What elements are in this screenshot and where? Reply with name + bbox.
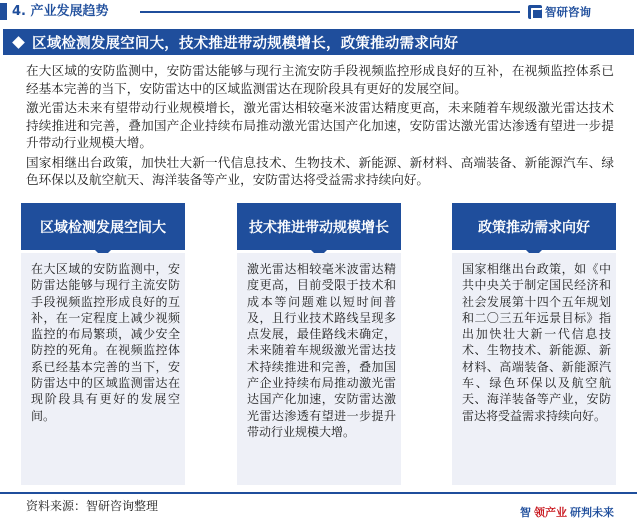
footer-brand [520, 504, 614, 520]
card-text: 激光雷达相较毫米波雷达精度更高，目前受限于技术和成本等问题难以短时间普及，且行业技术路线呈现多点发展，最佳路线未确定，未来随着车规级激光雷达技术持续推进和完善，叠加国产企业持续布局推动激光雷达国产化加速，安防雷达激光雷达渗透有望进一步提升带动行业规模大增。 [247, 262, 396, 439]
card-policy [452, 203, 616, 485]
brand-slogan-a: 领产业 [534, 506, 567, 519]
header-divider [140, 11, 520, 13]
card-text: 在大区域的安防监测中，安防雷达能够与现行主流安防手段视频监控形成良好的互补，在一定程度上减少视频监控的布局繁琐，减少安全防控的死角。在视频监控体系已经基本完善的当下，安防雷达中的区域监测雷达在现阶段具有更好的发展空间。 [31, 262, 180, 423]
headline-banner [3, 29, 634, 55]
intro-paragraph: 激光雷达未来有望带动行业规模增长，激光雷达相较毫米波雷达精度更高，未来随着车规级激光雷达技术持续推进和完善，叠加国产企业持续布局推动激光雷达国产化加速，安防雷达激光雷达渗透有望进一步提升带动行业规模大增。 [26, 100, 614, 150]
source-note: 资料来源：智研咨询整理 [26, 499, 159, 513]
card-regional-detection [21, 203, 185, 485]
card-text: 国家相继出台政策，如《中共中央关于制定国民经济和社会发展第十四个五年规划和二〇三五年远景目标》指出加快壮大新一代信息技术、生物技术、新能源、新材料、高端装备、新能源汽车、绿色环保以及航空航天、海洋装备等产业，安防雷达将受益需求持续向好。 [462, 262, 611, 423]
section-title: 4. 产业发展趋势 [12, 4, 109, 19]
logo-text: 智研咨询 [545, 4, 591, 19]
card-technology [237, 203, 401, 485]
card-heading: 政策推动需求向好 [452, 203, 616, 250]
banner-title: 区域检测发展空间大，技术推进带动规模增长，政策推动需求向好 [32, 35, 459, 52]
card-heading: 区域检测发展空间大 [21, 203, 185, 250]
intro-paragraph: 在大区域的安防监测中，安防雷达能够与现行主流安防手段视频监控形成良好的互补，在视频监控体系已经基本完善的当下，安防雷达中的区域监测雷达在现阶段具有更好的发展空间。 [26, 63, 614, 96]
intro-paragraph: 国家相继出台政策，加快壮大新一代信息技术、生物技术、新能源、新材料、高端装备、新能源汽车、绿色环保以及航空航天、海洋装备等产业，安防雷达将受益需求持续向好。 [26, 154, 614, 187]
card-body [452, 253, 616, 485]
brand-mark: 智 [520, 506, 531, 519]
brand-slogan-b: 研判未来 [570, 506, 614, 519]
footer [0, 492, 637, 528]
logo-icon [528, 5, 542, 19]
card-body [21, 253, 185, 485]
intro-text [26, 62, 614, 191]
brand-logo [528, 3, 591, 20]
footer-divider [0, 492, 637, 494]
section-header [0, 0, 637, 22]
card-body [237, 253, 401, 485]
card-heading: 技术推进带动规模增长 [237, 203, 401, 250]
section-accent-bar [0, 3, 7, 20]
diamond-bullet-icon [12, 36, 24, 48]
